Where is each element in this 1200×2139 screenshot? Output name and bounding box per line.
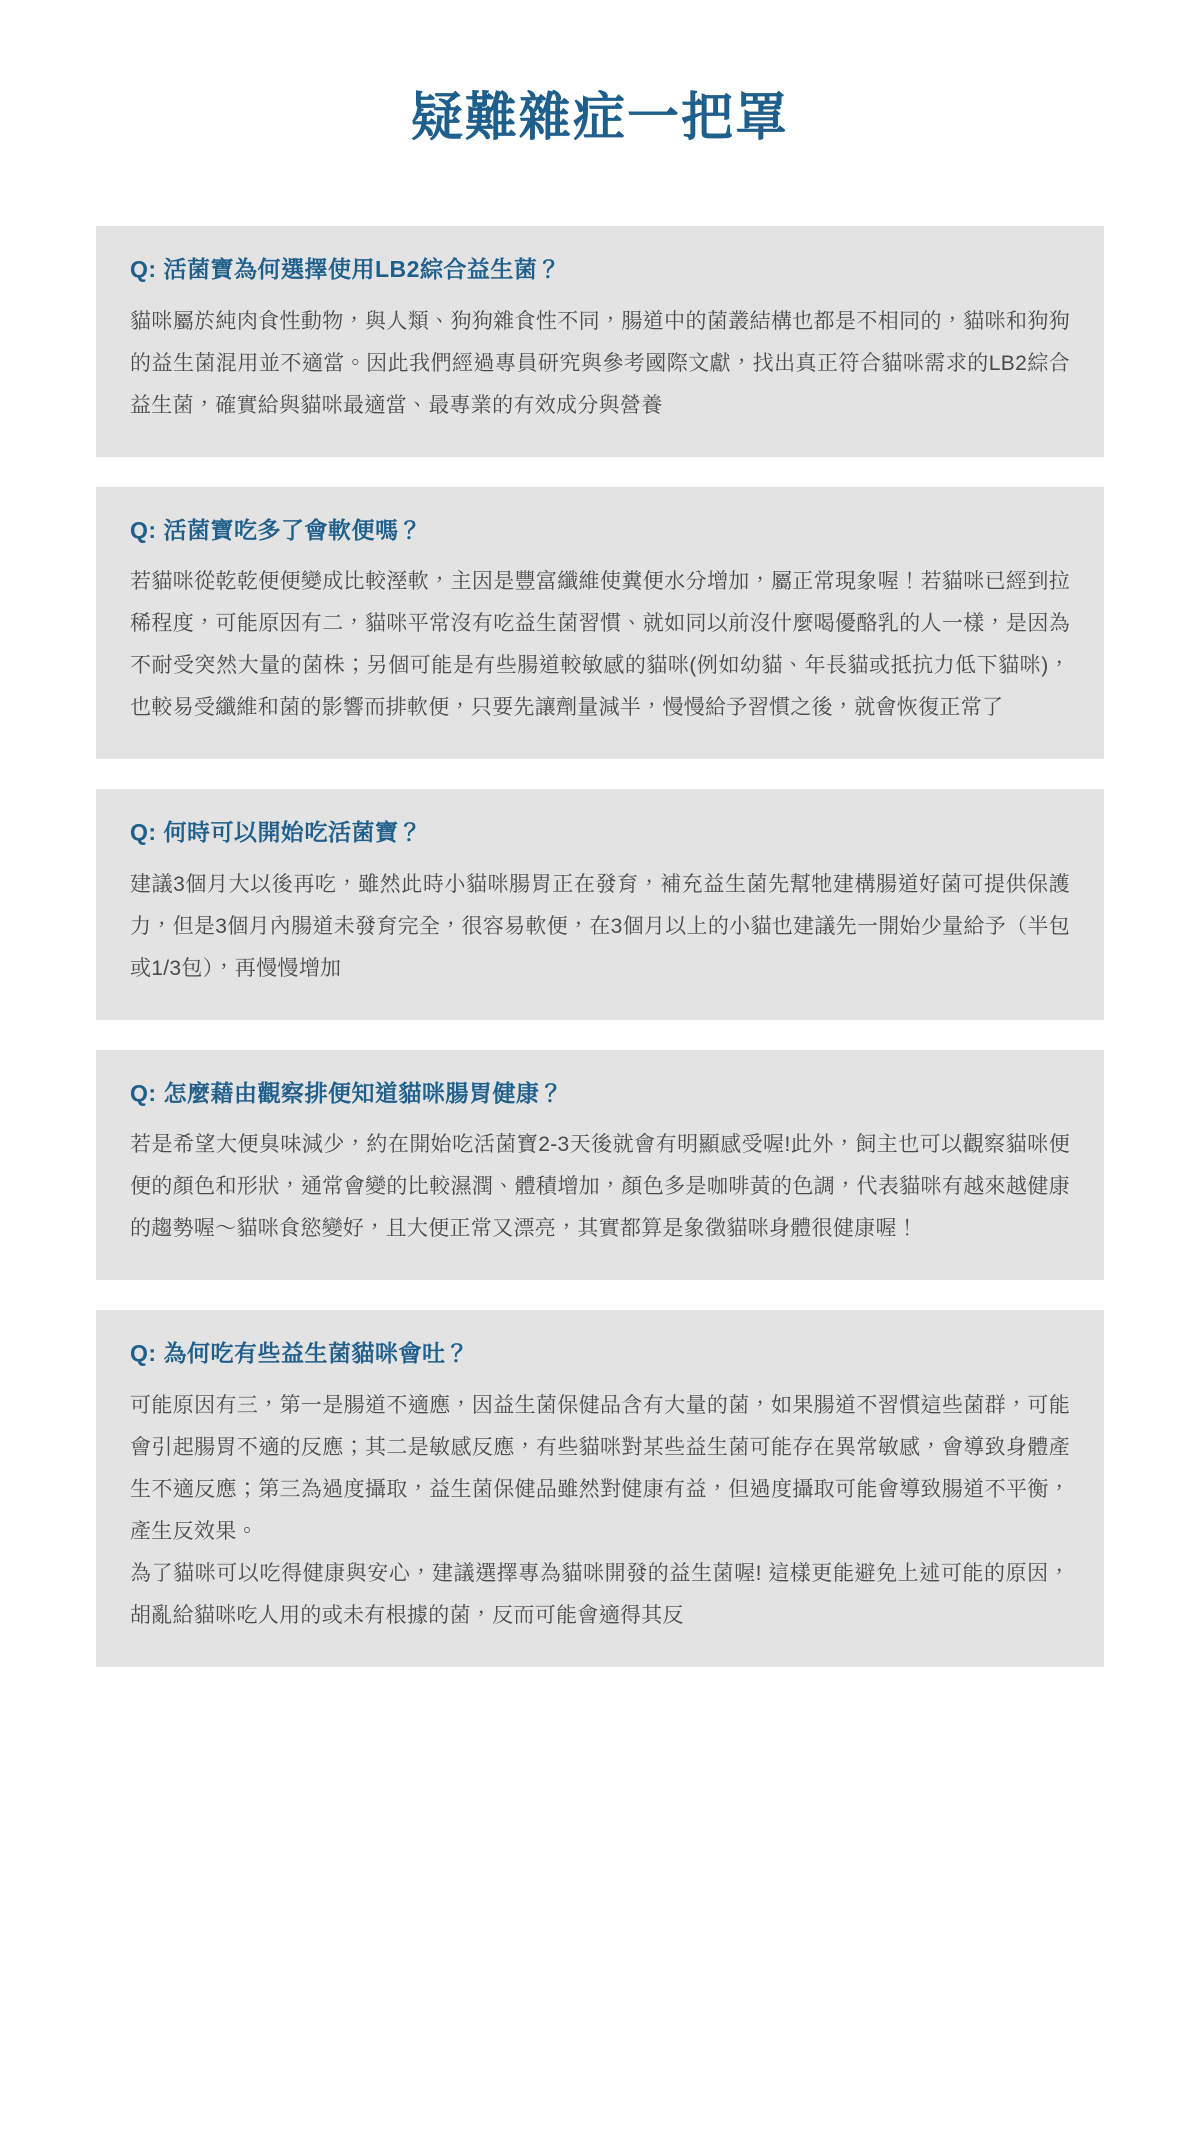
faq-answer [130,301,1070,427]
faq-list [96,226,1104,1667]
faq-item [96,1310,1104,1667]
page-title: 疑難雜症一把罩 [410,88,789,147]
faq-question: Q: 活菌寶為何選擇使用LB2綜合益生菌？ [130,256,561,283]
faq-item [96,487,1104,760]
faq-answer-paragraph: 建議3個月大以後再吃，雖然此時小貓咪腸胃正在發育，補充益生菌先幫牠建構腸道好菌可提供保護力，但是3個月內腸道未發育完全，很容易軟便，在3個月以上的小貓也建議先一開始少量給予（半包或1/3包），再慢慢增加 [130,872,1070,980]
faq-answer [130,561,1070,729]
faq-answer [130,1385,1070,1637]
faq-question: Q: 為何吃有些益生菌貓咪會吐？ [130,1340,469,1367]
faq-question: Q: 怎麼藉由觀察排便知道貓咪腸胃健康？ [130,1079,563,1106]
faq-answer-paragraph: 若是希望大便臭味減少，約在開始吃活菌寶2-3天後就會有明顯感受喔!此外，飼主也可以觀察貓咪便便的顏色和形狀，通常會變的比較濕潤、體積增加，顏色多是咖啡黃的色調，代表貓咪有越來越健康的趨勢喔～貓咪食慾變好，且大便正常又漂亮，其實都算是象徵貓咪身體很健康喔！ [130,1133,1070,1241]
faq-answer-paragraph: 為了貓咪可以吃得健康與安心，建議選擇專為貓咪開發的益生菌喔! 這樣更能避免上述可能的原因，胡亂給貓咪吃人用的或未有根據的菌，反而可能會適得其反 [130,1561,1070,1627]
faq-answer [130,1124,1070,1250]
faq-item [96,789,1104,1020]
faq-question: Q: 何時可以開始吃活菌寶？ [130,819,422,846]
faq-question: Q: 活菌寶吃多了會軟便嗎？ [130,516,422,543]
faq-answer-paragraph: 貓咪屬於純肉食性動物，與人類、狗狗雜食性不同，腸道中的菌叢結構也都是不相同的，貓咪和狗狗的益生菌混用並不適當。因此我們經過專員研究與參考國際文獻，找出真正符合貓咪需求的LB2綜合益生菌，確實給與貓咪最適當、最專業的有效成分與營養 [130,309,1070,417]
faq-answer-paragraph: 若貓咪從乾乾便便變成比較溼軟，主因是豐富纖維使糞便水分增加，屬正常現象喔！若貓咪已經到拉稀程度，可能原因有二，貓咪平常沒有吃益生菌習慣、就如同以前沒什麼喝優酪乳的人一樣，是因為不耐受突然大量的菌株；另個可能是有些腸道較敏感的貓咪(例如幼貓、年長貓或抵抗力低下貓咪)，也較易受纖維和菌的影響而排軟便，只要先讓劑量減半，慢慢給予習慣之後，就會恢復正常了 [130,570,1070,720]
faq-answer [130,864,1070,990]
faq-item [96,1050,1104,1281]
faq-page [0,35,1200,1667]
faq-answer-paragraph: 可能原因有三，第一是腸道不適應，因益生菌保健品含有大量的菌，如果腸道不習慣這些菌群，可能會引起腸胃不適的反應；其二是敏感反應，有些貓咪對某些益生菌可能存在異常敏感，會導致身體產生不適反應；第三為過度攝取，益生菌保健品雖然對健康有益，但過度攝取可能會導致腸道不平衡，產生反效果。 [130,1393,1070,1543]
faq-item [96,226,1104,457]
